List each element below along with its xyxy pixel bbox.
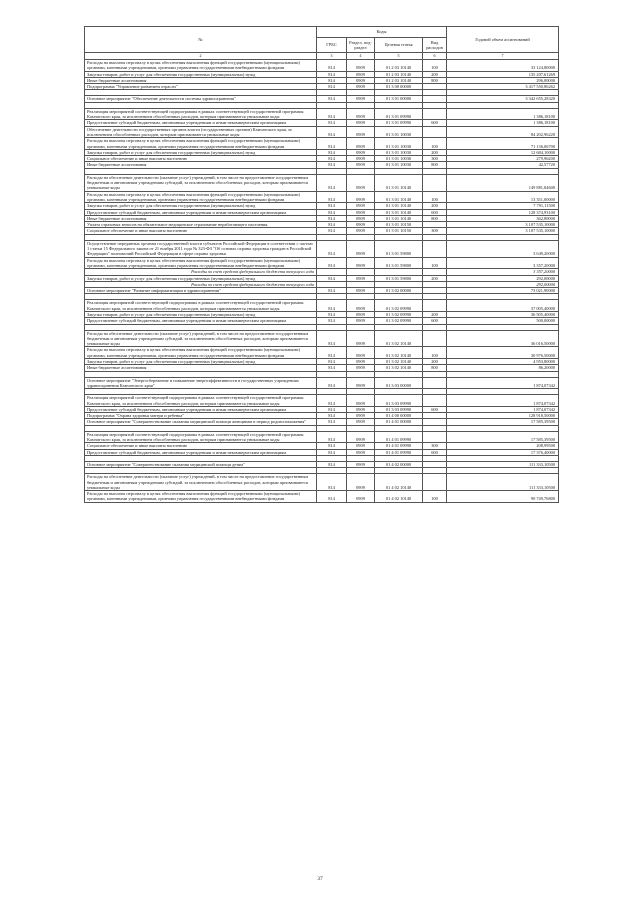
row-razdel: 0909 [347, 108, 375, 120]
row-amount: 135 207,61269 [447, 71, 559, 77]
row-grbs: 814 [317, 347, 347, 359]
col-header-target: Целевая статья [375, 38, 423, 53]
table-row [85, 347, 559, 359]
row-amount: 1 386,18100 [447, 108, 559, 120]
row-type [423, 126, 447, 138]
row-name: Закупка товаров, работ и услуг для обеспечения государственных (муниципальных) нужд [85, 359, 317, 365]
table-row [85, 300, 559, 312]
row-grbs: 814 [317, 60, 347, 72]
row-amount: 1 386,18100 [447, 120, 559, 126]
row-grbs: 814 [317, 96, 347, 102]
row-amount: 3 417 550,86262 [447, 84, 559, 90]
row-type: 100 [423, 347, 447, 359]
row-razdel: 0909 [347, 395, 375, 407]
row-amount: 1 874,07342 [447, 377, 559, 389]
row-amount: 1 874,07342 [447, 406, 559, 412]
row-amount: 128 374,93100 [447, 209, 559, 215]
row-name: Закупка товаров, работ и услуг для обеспечения государственных (муниципальных) нужд [85, 311, 317, 317]
row-grbs: 814 [317, 108, 347, 120]
column-number: 7 [447, 53, 559, 60]
row-name: Расходы на выплаты персоналу в целях обеспечения выполнения функций государственными (муниципальными) органами, казенными учреждениями, органами управления государственными внебюджетными фондами [85, 347, 317, 359]
row-grbs: 814 [317, 120, 347, 126]
row-type: 600 [423, 120, 447, 126]
row-target: 01 2 03 10140 [375, 77, 423, 83]
row-name: Расходы на выплаты персоналу в целях обеспечения выполнения функций государственными (муниципальными) органами, казенными учреждениями, органами управления государственными внебюджетными фондами [85, 491, 317, 503]
row-target: 01 3 03 09990 [375, 406, 423, 412]
row-amount: 111 333,10500 [447, 461, 559, 467]
row-target: 01 3 01 10150 [375, 222, 423, 228]
row-razdel: 0909 [347, 228, 375, 234]
row-razdel: 0909 [347, 209, 375, 215]
row-name: Закупка товаров, работ и услуг для обеспечения государственных (муниципальных) нужд [85, 71, 317, 77]
row-amount: 73 021,90000 [447, 288, 559, 294]
col-header-grbs: ГРБС [317, 38, 347, 53]
row-type: 800 [423, 215, 447, 221]
row-target: 01 2 03 10140 [375, 71, 423, 77]
row-name: Закупка товаров, работ и услуг для обеспечения государственных (муниципальных) нужд [85, 149, 317, 155]
row-razdel: 0909 [347, 449, 375, 455]
row-amount: 37 005,40000 [447, 300, 559, 312]
row-target: 01 4 01 09990 [375, 443, 423, 449]
row-grbs: 814 [317, 474, 347, 491]
row-amount: 71 136,06700 [447, 138, 559, 150]
row-amount: 90 749,76800 [447, 491, 559, 503]
row-grbs: 814 [317, 461, 347, 467]
row-target: 01 3 00 00000 [375, 84, 423, 90]
row-type [423, 474, 447, 491]
row-target: 01 3 01 10030 [375, 138, 423, 150]
row-grbs: 814 [317, 191, 347, 203]
row-target: 01 3 01 59800 [375, 257, 423, 269]
row-name: Социальное обеспечение и иные выплаты населению [85, 443, 317, 449]
row-target: 01 3 01 10140 [375, 174, 423, 191]
row-type: 200 [423, 359, 447, 365]
row-grbs: 814 [317, 413, 347, 419]
table-body [85, 53, 559, 503]
row-amount: 500,00000 [447, 318, 559, 324]
row-razdel: 0909 [347, 215, 375, 221]
row-razdel: 0909 [347, 162, 375, 168]
row-type: 600 [423, 449, 447, 455]
row-target: 01 3 01 09990 [375, 108, 423, 120]
column-number: 6 [423, 53, 447, 60]
row-grbs: 814 [317, 318, 347, 324]
table-row [85, 474, 559, 491]
row-grbs: 814 [317, 149, 347, 155]
row-name: Реализация мероприятий соответствующей подпрограммы в рамках соответствующей государственной программы Камчатского края, за исключением обособленных расходов, которым присваиваются уникальные коды [85, 300, 317, 312]
row-razdel: 0909 [347, 413, 375, 419]
row-grbs: 814 [317, 215, 347, 221]
row-razdel: 0909 [347, 203, 375, 209]
table-row [85, 191, 559, 203]
row-razdel: 0909 [347, 443, 375, 449]
row-razdel: 0909 [347, 156, 375, 162]
table-row [85, 108, 559, 120]
row-name: Расходы за счет средств федерального бюджета текущего года [85, 269, 317, 275]
row-grbs: 814 [317, 419, 347, 425]
row-razdel: 0909 [347, 347, 375, 359]
row-type: 600 [423, 406, 447, 412]
row-target: 01 3 01 10030 [375, 126, 423, 138]
row-amount: 42,57720 [447, 162, 559, 168]
row-type: 100 [423, 191, 447, 203]
row-grbs: 814 [317, 491, 347, 503]
row-name: Расходы на выплаты персоналу в целях обеспечения выполнения функций государственными (муниципальными) органами, казенными учреждениями, органами управления государственными внебюджетными фондами [85, 60, 317, 72]
row-grbs: 814 [317, 174, 347, 191]
row-razdel: 0909 [347, 365, 375, 371]
row-target: 01 4 02 10140 [375, 491, 423, 503]
row-type: 800 [423, 77, 447, 83]
row-amount: 208,99500 [447, 443, 559, 449]
row-amount: 149 881,84600 [447, 174, 559, 191]
row-target: 01 4 01 09990 [375, 449, 423, 455]
row-type [423, 240, 447, 257]
budget-table [84, 26, 559, 503]
row-target: 01 3 02 00000 [375, 288, 423, 294]
row-type: 200 [423, 203, 447, 209]
row-name: Предоставление субсидий бюджетным, автономным учреждениям и иным некоммерческим организациям [85, 120, 317, 126]
row-razdel: 0909 [347, 431, 375, 443]
column-number: 3 [317, 53, 347, 60]
row-type [423, 108, 447, 120]
col-header-razdel: Раздел, под-раздел [347, 38, 375, 53]
row-grbs: 814 [317, 275, 347, 281]
row-razdel: 0909 [347, 300, 375, 312]
row-name: Предоставление субсидий бюджетным, автономным учреждениям и иным некоммерческим организациям [85, 209, 317, 215]
row-target: 01 3 01 10030 [375, 162, 423, 168]
row-target: 01 3 01 10150 [375, 228, 423, 234]
row-amount: 86,20000 [447, 365, 559, 371]
row-name: Иные бюджетные ассигнования [85, 77, 317, 83]
row-amount: 84 202,96220 [447, 126, 559, 138]
row-target: 01 3 03 00000 [375, 377, 423, 389]
row-grbs: 814 [317, 359, 347, 365]
col-header-no: № [85, 27, 317, 53]
row-target: 01 3 01 00000 [375, 96, 423, 102]
row-razdel: 0909 [347, 84, 375, 90]
row-name: Закупка товаров, работ и услуг для обеспечения государственных (муниципальных) нужд [85, 275, 317, 281]
row-type: 200 [423, 275, 447, 281]
row-target: 01 3 01 10140 [375, 191, 423, 203]
row-target: 01 4 00 00000 [375, 413, 423, 419]
row-type: 200 [423, 311, 447, 317]
row-amount: 128 918,50000 [447, 413, 559, 419]
row-amount: 7 791,11500 [447, 203, 559, 209]
row-type [423, 330, 447, 347]
row-amount: 36 505,40000 [447, 311, 559, 317]
row-grbs: 814 [317, 71, 347, 77]
row-type: 100 [423, 60, 447, 72]
row-grbs: 814 [317, 377, 347, 389]
row-grbs: 814 [317, 209, 347, 215]
row-razdel: 0909 [347, 77, 375, 83]
row-grbs: 814 [317, 240, 347, 257]
row-name: Иные бюджетные ассигнования [85, 162, 317, 168]
row-name: Расходы на выплаты персоналу в целях обеспечения выполнения функций государственными (муниципальными) органами, казенными учреждениями, органами управления государственными внебюджетными фондами [85, 138, 317, 150]
row-razdel: 0909 [347, 288, 375, 294]
table-row [85, 257, 559, 269]
row-razdel: 0909 [347, 474, 375, 491]
row-type: 800 [423, 365, 447, 371]
row-razdel: 0909 [347, 191, 375, 203]
row-amount: 30 976,50000 [447, 347, 559, 359]
column-number: 2 [85, 53, 317, 60]
row-razdel: 0909 [347, 275, 375, 281]
row-razdel: 0909 [347, 419, 375, 425]
row-amount: 111 333,10500 [447, 474, 559, 491]
row-target: 01 4 02 10140 [375, 474, 423, 491]
row-target: 01 4 01 09990 [375, 431, 423, 443]
row-amount: 3 342 655,28320 [447, 96, 559, 102]
row-razdel: 0909 [347, 126, 375, 138]
table-row [85, 395, 559, 407]
row-target: 01 2 03 10140 [375, 60, 423, 72]
row-amount: 3 357,20000 [447, 269, 559, 275]
row-target: 01 3 01 10140 [375, 209, 423, 215]
col-header-type: Вид расходов [423, 38, 447, 53]
row-name: Иные бюджетные ассигнования [85, 215, 317, 221]
row-amount: 1 874,07342 [447, 395, 559, 407]
row-type: 300 [423, 228, 447, 234]
row-amount: 36 016,50000 [447, 330, 559, 347]
row-target: 01 3 02 10140 [375, 359, 423, 365]
row-target: 01 3 01 59800 [375, 240, 423, 257]
row-name: Расходы на выплаты персоналу в целях обеспечения выполнения функций государственными (муниципальными) органами, казенными учреждениями, органами управления государственными внебюджетными фондами [85, 191, 317, 203]
row-amount: 17 585,39500 [447, 419, 559, 425]
row-amount: 17 585,39500 [447, 431, 559, 443]
row-name: Основное мероприятие "Обеспечение деятельности системы здравоохранения" [85, 96, 317, 102]
row-type [423, 395, 447, 407]
row-target: 01 3 02 09990 [375, 318, 423, 324]
row-name: Уплата страховых взносов на обязательное медицинское страхование неработающего населения [85, 222, 317, 228]
row-name: Предоставление субсидий бюджетным, автономным учреждениям и иным некоммерческим организациям [85, 318, 317, 324]
row-razdel: 0909 [347, 377, 375, 389]
column-number-row [85, 53, 559, 60]
row-name: Социальное обеспечение и иные выплаты населению [85, 228, 317, 234]
row-razdel: 0909 [347, 120, 375, 126]
row-razdel: 0909 [347, 311, 375, 317]
row-type: 100 [423, 257, 447, 269]
row-grbs: 814 [317, 156, 347, 162]
row-name: Иные бюджетные ассигнования [85, 365, 317, 371]
column-number: 4 [347, 53, 375, 60]
table-row [85, 330, 559, 347]
row-name: Реализация мероприятий соответствующей подпрограммы в рамках соответствующей государственной программы Камчатского края, за исключением обособленных расходов, которым присваиваются уникальные коды [85, 395, 317, 407]
row-target: 01 3 01 09990 [375, 120, 423, 126]
table-row [85, 240, 559, 257]
row-type: 200 [423, 149, 447, 155]
row-target: 01 3 02 10140 [375, 365, 423, 371]
row-target: 01 3 01 10140 [375, 215, 423, 221]
row-name: Расходы за счет средств федерального бюджета текущего года [85, 281, 317, 287]
row-razdel: 0909 [347, 149, 375, 155]
row-name: Предоставление субсидий бюджетным, автономным учреждениям и иным некоммерческим организациям [85, 449, 317, 455]
col-header-codes: Коды [317, 27, 447, 38]
row-type [423, 174, 447, 191]
row-grbs: 814 [317, 330, 347, 347]
row-name: Расходы на обеспечение деятельности (оказание услуг) учреждений, в том числе на предоставление государственным бюджетным и автономным учреждениям субсидий, за исключением обособленных расходов, которым присваиваются уникальные коды [85, 330, 317, 347]
row-grbs: 814 [317, 203, 347, 209]
row-razdel: 0909 [347, 96, 375, 102]
row-name: Подпрограмма "Управление развитием отрасли" [85, 84, 317, 90]
row-type: 100 [423, 138, 447, 150]
row-amount: 4 953,80000 [447, 359, 559, 365]
row-grbs: 814 [317, 222, 347, 228]
row-razdel: 0909 [347, 222, 375, 228]
row-target: 01 4 01 00000 [375, 419, 423, 425]
row-name: Подпрограмма "Охрана здоровья матери и ребенка" [85, 413, 317, 419]
row-amount: 296,00000 [447, 77, 559, 83]
row-name: Основное мероприятие "Совершенствование оказания медицинской помощи детям" [85, 461, 317, 467]
row-type: 300 [423, 156, 447, 162]
row-target: 01 3 02 10140 [375, 330, 423, 347]
row-grbs: 814 [317, 77, 347, 83]
row-amount: 33 124,80000 [447, 60, 559, 72]
row-grbs: 814 [317, 431, 347, 443]
row-name: Расходы на выплаты персоналу в целях обеспечения выполнения функций государственными (муниципальными) органами, казенными учреждениями, органами управления государственными внебюджетными фондами [85, 257, 317, 269]
row-name: Реализация мероприятий соответствующей подпрограммы в рамках соответствующей государственной программы Камчатского края, за исключением обособленных расходов, которым присваиваются уникальные коды [85, 108, 317, 120]
row-target: 01 3 01 10030 [375, 149, 423, 155]
row-grbs: 814 [317, 162, 347, 168]
row-target: 01 3 02 09990 [375, 311, 423, 317]
row-type: 300 [423, 443, 447, 449]
row-razdel: 0909 [347, 257, 375, 269]
row-grbs: 814 [317, 288, 347, 294]
row-grbs: 814 [317, 257, 347, 269]
row-amount: 3 107 535,10000 [447, 228, 559, 234]
column-number: 5 [375, 53, 423, 60]
row-target: 01 3 01 10030 [375, 156, 423, 162]
row-amount: 13 351,00000 [447, 191, 559, 203]
budget-table-page [84, 26, 558, 503]
row-amount: 3 107 535,10000 [447, 222, 559, 228]
row-grbs: 814 [317, 300, 347, 312]
row-amount: 292,00000 [447, 281, 559, 287]
row-grbs: 814 [317, 443, 347, 449]
row-amount: 3 357,20000 [447, 257, 559, 269]
row-razdel: 0909 [347, 461, 375, 467]
row-amount: 17 376,40000 [447, 449, 559, 455]
table-row [85, 431, 559, 443]
row-razdel: 0909 [347, 60, 375, 72]
row-target: 01 3 03 09990 [375, 395, 423, 407]
row-name: Реализация мероприятий соответствующей подпрограммы в рамках соответствующей государственной программы Камчатского края, за исключением обособленных расходов, которым присваиваются уникальные коды [85, 431, 317, 443]
table-row [85, 138, 559, 150]
row-amount: 12 684,10000 [447, 149, 559, 155]
row-type: 600 [423, 318, 447, 324]
row-type [423, 431, 447, 443]
row-name: Основное мероприятие "Энергосбережение и повышение энергоэффективности в государственных учреждениях здравоохранения Камчатского края" [85, 377, 317, 389]
row-grbs: 814 [317, 138, 347, 150]
row-type: 200 [423, 71, 447, 77]
row-razdel: 0909 [347, 240, 375, 257]
row-razdel: 0909 [347, 330, 375, 347]
row-grbs: 814 [317, 126, 347, 138]
row-razdel: 0909 [347, 174, 375, 191]
row-razdel: 0909 [347, 406, 375, 412]
row-razdel: 0909 [347, 359, 375, 365]
page-number: 37 [317, 876, 323, 882]
row-razdel: 0909 [347, 318, 375, 324]
row-name: Основное мероприятие "Развитие информатизации в здравоохранении" [85, 288, 317, 294]
row-target: 01 3 01 59800 [375, 275, 423, 281]
row-amount: 362,80000 [447, 215, 559, 221]
row-name: Закупка товаров, работ и услуг для обеспечения государственных (муниципальных) нужд [85, 203, 317, 209]
row-grbs: 814 [317, 228, 347, 234]
row-razdel: 0909 [347, 138, 375, 150]
row-grbs: 814 [317, 365, 347, 371]
row-name: Обеспечение деятельности государственных органов власти (государственных органов) Камчатского края, за исключением обособленных расходов, которым присваиваются уникальные коды [85, 126, 317, 138]
col-header-annual: Годовой объем ассигнований [447, 27, 559, 53]
row-target: 01 4 02 00000 [375, 461, 423, 467]
row-name: Осуществление переданных органам государственной власти субъектов Российской Федерации в соответствии с частью 1 статьи 15 Федерального закона от 21 ноября 2011 года № 323-ФЗ "Об основах охраны здоровья граждан в Российской Федерации" полномочий Российской Федерации в сфере охраны здоровья [85, 240, 317, 257]
row-type: 600 [423, 209, 447, 215]
row-name: Основное мероприятие "Совершенствование оказания медицинской помощи женщинам в период родовспоможения" [85, 419, 317, 425]
row-target: 01 3 01 10140 [375, 203, 423, 209]
row-type: 100 [423, 491, 447, 503]
row-type [423, 377, 447, 389]
row-name: Предоставление субсидий бюджетным, автономным учреждениям и иным некоммерческим организациям [85, 406, 317, 412]
row-amount: 292,00000 [447, 275, 559, 281]
row-grbs: 814 [317, 311, 347, 317]
row-grbs: 814 [317, 449, 347, 455]
row-target: 01 3 02 10140 [375, 347, 423, 359]
row-name: Расходы на обеспечение деятельности (оказание услуг) учреждений, в том числе на предоставление государственным бюджетным и автономным учреждениям субсидий, за исключением обособленных расходов, которым присваиваются уникальные коды [85, 174, 317, 191]
table-row [85, 491, 559, 503]
row-razdel: 0909 [347, 491, 375, 503]
row-razdel: 0909 [347, 71, 375, 77]
table-row [85, 377, 559, 389]
row-name: Социальное обеспечение и иные выплаты населению [85, 156, 317, 162]
row-name: Расходы на обеспечение деятельности (оказание услуг) учреждений, в том числе на предоставление государственным бюджетным и автономным учреждениям субсидий, за исключением обособленных расходов, которым присваиваются уникальные коды [85, 474, 317, 491]
row-type: 800 [423, 162, 447, 168]
table-row [85, 174, 559, 191]
row-target: 01 3 02 09990 [375, 300, 423, 312]
row-grbs: 814 [317, 84, 347, 90]
row-type [423, 300, 447, 312]
row-grbs: 814 [317, 395, 347, 407]
table-row [85, 60, 559, 72]
row-amount: 279,96200 [447, 156, 559, 162]
table-row [85, 126, 559, 138]
row-amount: 3 649,20000 [447, 240, 559, 257]
row-grbs: 814 [317, 406, 347, 412]
